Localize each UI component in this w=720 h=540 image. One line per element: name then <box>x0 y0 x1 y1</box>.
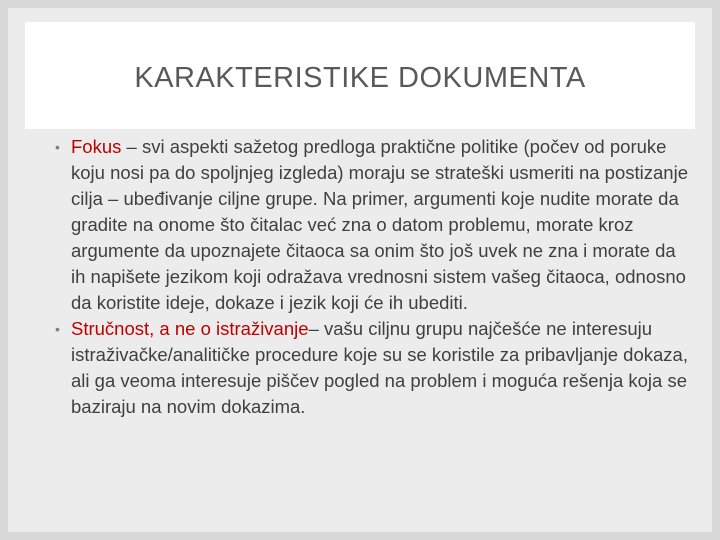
slide-content <box>55 134 695 420</box>
bullet-icon: • <box>55 139 60 155</box>
slide-title: KARAKTERISTIKE DOKUMENTA <box>134 62 586 94</box>
bullet-item-strucnost <box>55 316 695 420</box>
title-box <box>25 22 695 129</box>
bullet-highlight: Stručnost, a ne o istraživanje <box>71 318 309 339</box>
bullet-text: – vašu ciljnu grupu najčešće ne interesuju istraživačke/analitičke procedure koje su se koristile za pribavljanje dokaza, ali ga veoma interesuje piščev pogled na problem i moguća rešenja koja se baziraju na novim dokazima. <box>71 318 688 417</box>
bullet-item-fokus <box>55 134 695 316</box>
bullet-highlight: Fokus <box>71 136 122 157</box>
bullet-icon: • <box>55 321 60 337</box>
bullet-text: – svi aspekti sažetog predloga praktične politike (počev od poruke koju nosi pa do spoljnjeg izgleda) moraju se strateški usmeriti na postizanje cilja – ubeđivanje ciljne grupe. Na primer, argumenti koje nudite morate da gradite na onome što čitalac već zna o datom problemu, morate kroz argumente da upoznajete čitaoca sa onim što još uvek ne zna i morate da ih napišete jezikom koji odražava vrednosni sistem vašeg čitaoca, odnosno da koristite ideje, dokaze i jezik koji će ih ubediti. <box>71 136 688 313</box>
slide <box>8 8 712 532</box>
